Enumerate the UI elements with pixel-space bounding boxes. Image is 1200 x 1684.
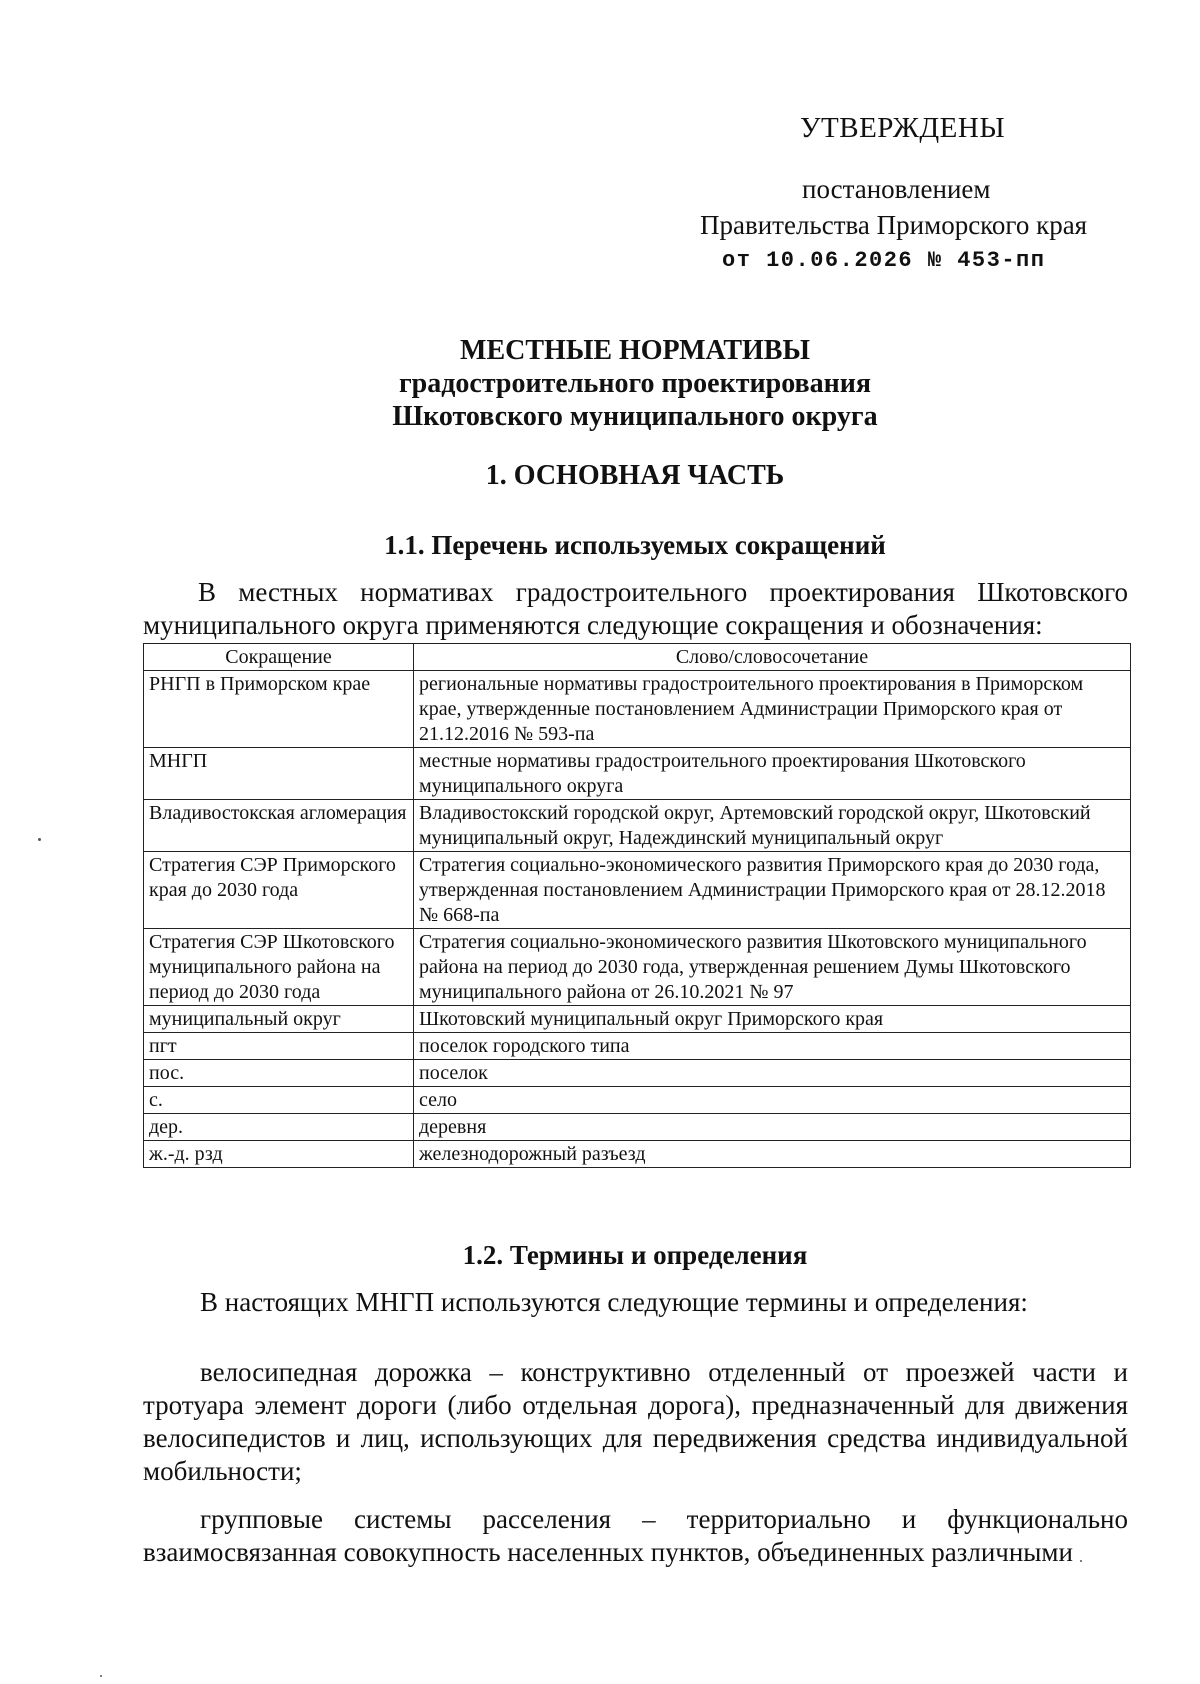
term-definition-2: групповые системы расселения – территориально и функционально взаимосвязанная совокупность населенных пунктов, объединенных различными — [143, 1504, 1128, 1567]
meaning-cell: железнодорожный разъезд — [414, 1141, 1131, 1168]
meaning-cell: Стратегия социально-экономического развития Приморского края до 2030 года, утвержденная постановлением Администрации Приморского края от 28.12.2018 № 668-па — [414, 852, 1131, 929]
abbr-cell: пос. — [144, 1060, 414, 1087]
subsection-1-intro: В местных нормативах градостроительного проектирования Шкотовского муниципального округа применяются следующие сокращения и обозначения: — [143, 577, 1128, 640]
abbr-cell: Владивостокская агломерация — [144, 800, 414, 852]
meaning-cell: Стратегия социально-экономического развития Шкотовского муниципального района на период до 2030 года, утвержденная решением Думы Шкотовского муниципального района от 26.10.2021 № 97 — [414, 929, 1131, 1006]
table-row — [144, 1006, 1131, 1033]
document-title-block — [0, 334, 1200, 433]
table-row — [144, 1033, 1131, 1060]
document-title: МЕСТНЫЕ НОРМАТИВЫ — [460, 335, 810, 366]
abbr-cell: РНГП в Приморском крае — [144, 671, 414, 748]
abbr-cell: муниципальный округ — [144, 1006, 414, 1033]
meaning-cell: поселок — [414, 1060, 1131, 1087]
abbr-cell: с. — [144, 1087, 414, 1114]
scan-speck — [100, 1675, 102, 1677]
meaning-cell: Владивостокский городской округ, Артемовский городской округ, Шкотовский муниципальный округ, Надеждинский муниципальный округ — [414, 800, 1131, 852]
abbr-cell: Стратегия СЭР Шкотовского муниципального района на период до 2030 года — [144, 929, 414, 1006]
meaning-cell: село — [414, 1087, 1131, 1114]
abbr-cell: Стратегия СЭР Приморского края до 2030 года — [144, 852, 414, 929]
approval-title: УТВЕРЖДЕНЫ — [800, 112, 1006, 144]
approval-line-2: Правительства Приморского края — [700, 210, 1088, 240]
approval-date-number: от 10.06.2026 № 453-пп — [722, 248, 1046, 273]
section-title: 1. ОСНОВНАЯ ЧАСТЬ — [485, 460, 785, 491]
table-row — [144, 748, 1131, 800]
meaning-cell: местные нормативы градостроительного проектирования Шкотовского муниципального округа — [414, 748, 1131, 800]
abbr-cell: МНГП — [144, 748, 414, 800]
table-row — [144, 929, 1131, 1006]
abbr-cell: дер. — [144, 1114, 414, 1141]
term-definition-1: велосипедная дорожка – конструктивно отделенный от проезжей части и тротуара элемент дороги (либо отдельная дорога), предназначенный для движения велосипедистов и лиц, использующих для передвижения средства индивидуальной мобильности; — [143, 1357, 1128, 1486]
approval-line-1: постановлением — [802, 174, 991, 204]
table-row — [144, 1114, 1131, 1141]
subsection-2-intro: В настоящих МНГП используются следующие термины и определения: — [200, 1287, 1028, 1317]
table-header-row — [144, 644, 1131, 671]
scan-speck — [38, 838, 41, 841]
scan-speck — [1080, 1560, 1082, 1562]
meaning-cell: Шкотовский муниципальный округ Приморского края — [414, 1006, 1131, 1033]
document-subtitle-line-2: Шкотовского муниципального округа — [392, 401, 878, 432]
subsection-1-title: 1.1. Перечень используемых сокращений — [384, 530, 886, 560]
header-abbreviation: Сокращение — [144, 644, 414, 671]
document-subtitle-line-1: градостроительного проектирования — [398, 368, 872, 399]
subsection-2-title: 1.2. Термины и определения — [462, 1240, 808, 1270]
table-row — [144, 852, 1131, 929]
abbr-cell: ж.-д. рзд — [144, 1141, 414, 1168]
table-row — [144, 1141, 1131, 1168]
abbreviations-table — [143, 643, 1131, 1168]
table-row — [144, 800, 1131, 852]
header-meaning: Слово/словосочетание — [414, 644, 1131, 671]
table-row — [144, 1087, 1131, 1114]
table-row — [144, 671, 1131, 748]
table-row — [144, 1060, 1131, 1087]
meaning-cell: деревня — [414, 1114, 1131, 1141]
meaning-cell: региональные нормативы градостроительного проектирования в Приморском крае, утвержденные постановлением Администрации Приморского края от 21.12.2016 № 593-па — [414, 671, 1131, 748]
abbr-cell: пгт — [144, 1033, 414, 1060]
meaning-cell: поселок городского типа — [414, 1033, 1131, 1060]
